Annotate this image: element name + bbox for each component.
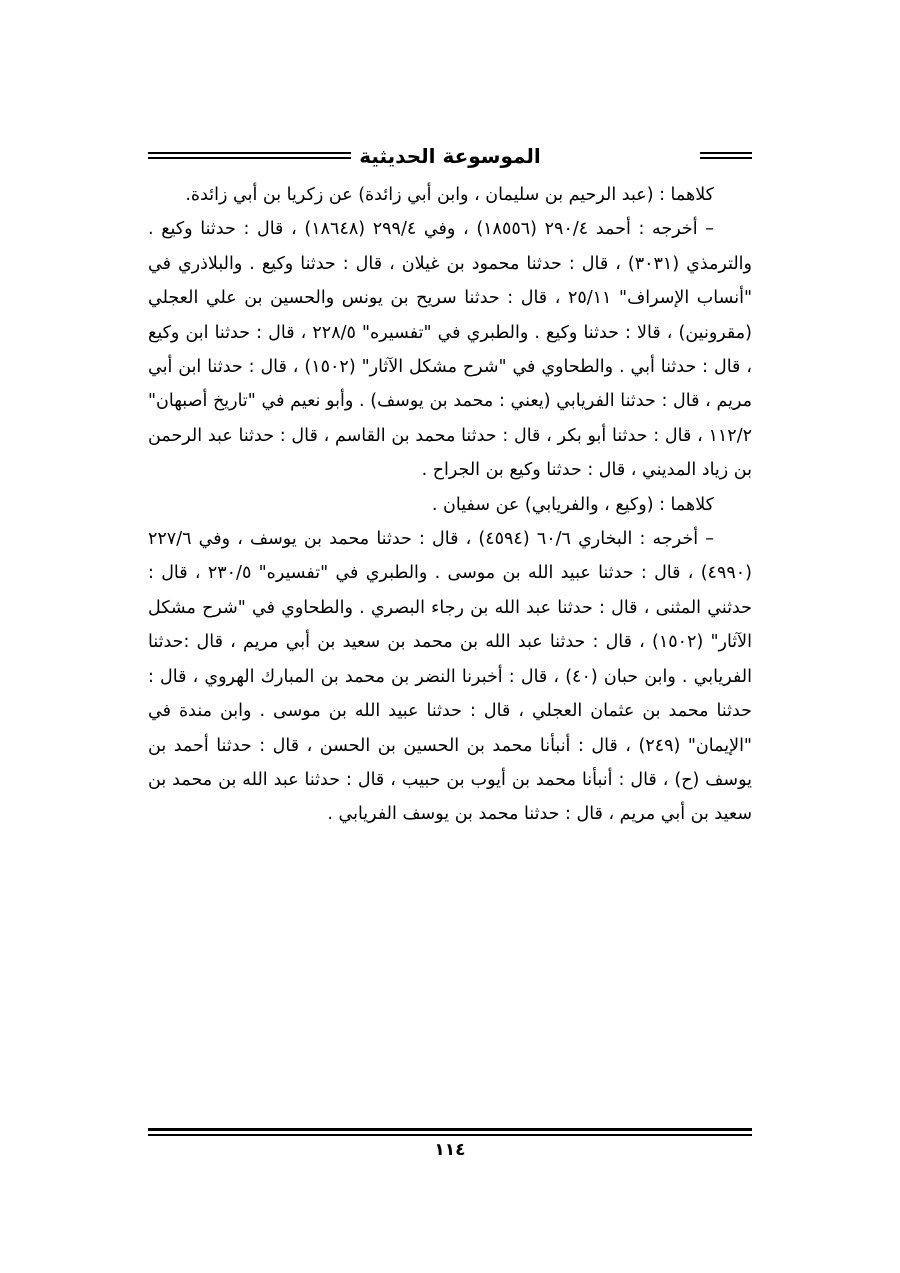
page-body [148, 178, 752, 832]
footer-rule [148, 1128, 752, 1136]
paragraph-1: كلاهما : (عبد الرحيم بن سليمان ، وابن أبي زائدة) عن زكريا بن أبي زائدة. [185, 185, 714, 205]
paragraph-4: – أخرجه : البخاري ٦٠/٦ (٤٥٩٤) ، قال : حدثنا محمد بن يوسف ، وفي ٢٢٧/٦ (٤٩٩٠) ، قال : حدثنا عبيد الله بن موسى . والطبري في "تفسيره" ٢٣٠/٥ ، قال : حدثني المثنى ، قال : حدثنا عبد الله بن رجاء البصري . والطحاوي في "شرح مشكل الآثار" (١٥٠٢) ، قال : حدثنا عبد الله بن محمد بن سعيد بن أبي مريم ، قال :حدثنا الفريابي . وابن حبان (٤٠) ، قال : أخبرنا النضر بن محمد بن المبارك الهروي ، قال : حدثنا محمد بن عثمان العجلي ، قال : حدثنا عبيد الله بن موسى . وابن مندة في "الإيمان" (٢٤٩) ، قال : أنبأنا محمد بن الحسين بن الحسن ، قال : حدثنا أحمد بن يوسف (ح) ، قال : أنبأنا محمد بن أيوب بن حبيب ، قال : حدثنا عبد الله بن محمد بن سعيد بن أبي مريم ، قال : حدثنا محمد بن يوسف الفريابي . [148, 529, 753, 825]
running-header [148, 143, 752, 171]
paragraph-3: كلاهما : (وكيع ، والفريابي) عن سفيان . [431, 494, 714, 515]
page-number: ١١٤ [434, 1140, 466, 1160]
book-title: الموسوعة الحديثية [148, 143, 752, 169]
paragraph-2: – أخرجه : أحمد ٢٩٠/٤ (١٨٥٥٦) ، وفي ٢٩٩/٤ (١٨٦٤٨) ، قال : حدثنا وكيع . والترمذي (٣٠٣١) ، قال : حدثنا محمود بن غيلان ، قال : حدثنا وكيع . والبلاذري في "أنساب الإسراف" ٢٥/١١ ، قال : حدثنا سريح بن يونس والحسين بن علي العجلي (مقرونين) ، قالا : حدثنا وكيع . والطبري في "تفسيره" ٢٢٨/٥ ، قال : حدثنا ابن وكيع ، قال : حدثنا أبي . والطحاوي في "شرح مشكل الآثار" (١٥٠٢) ، قال : حدثنا ابن أبي مريم ، قال : حدثنا الفريابي (يعني : محمد بن يوسف) . وأبو نعيم في "تاريخ أصبهان" ١١٢/٢ ، قال : حدثنا أبو بكر ، قال : حدثنا محمد بن القاسم ، قال : حدثنا عبد الرحمن بن زياد المديني ، قال : حدثنا وكيع بن الجراح . [148, 219, 753, 481]
